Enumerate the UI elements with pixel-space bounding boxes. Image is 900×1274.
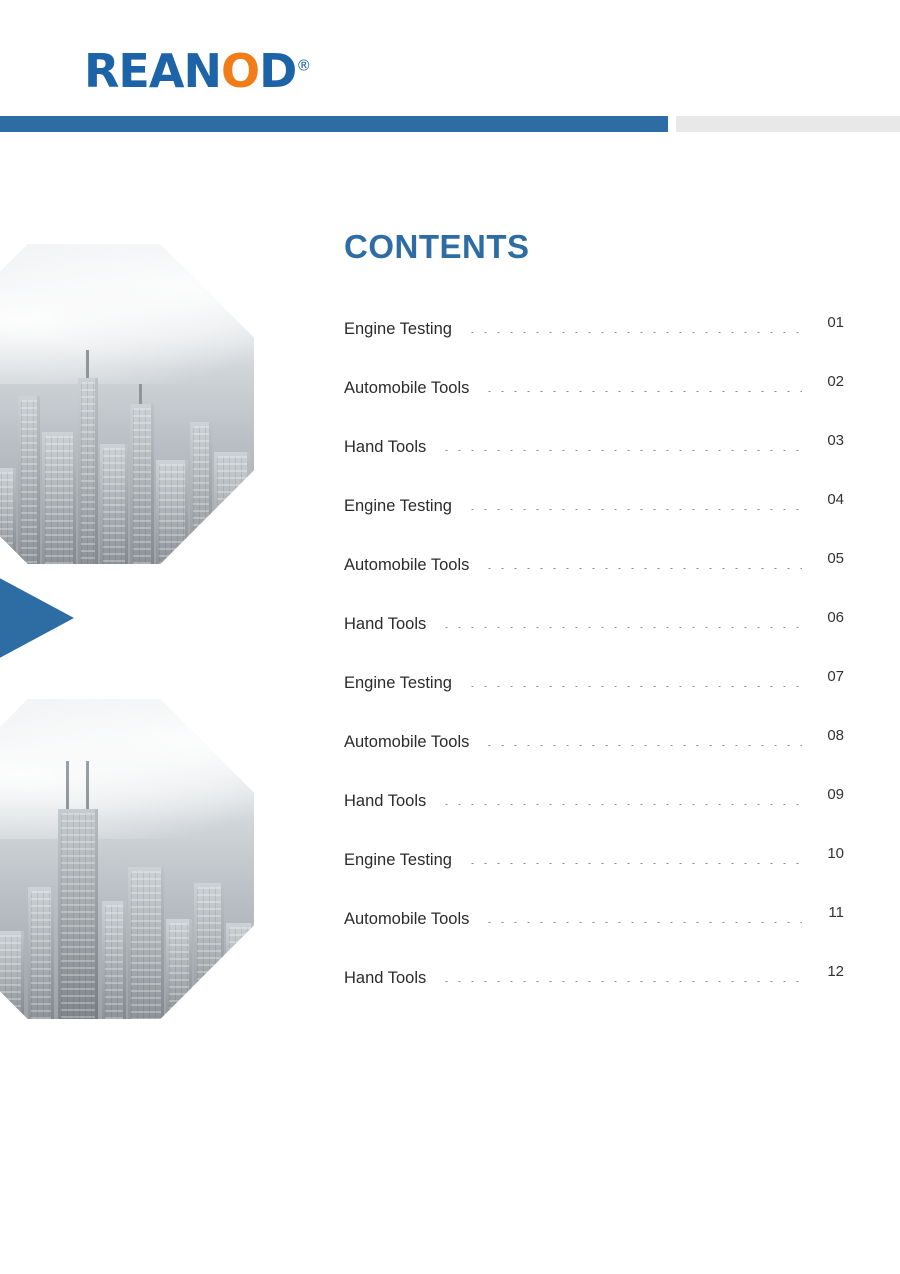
toc-page-number: 10 xyxy=(827,845,844,862)
brand-logo-part-2: D xyxy=(259,44,297,98)
list-item[interactable] xyxy=(344,654,844,713)
toc-page-number: 01 xyxy=(827,314,844,331)
brand-logo xyxy=(84,44,311,98)
toc-page-number: 09 xyxy=(827,786,844,803)
city-photo-top xyxy=(0,244,254,564)
brand-logo-accent: O xyxy=(220,44,260,98)
toc-entry-label: Engine Testing xyxy=(344,851,452,869)
list-item[interactable] xyxy=(344,418,844,477)
toc-page-number: 08 xyxy=(827,727,844,744)
table-of-contents-list xyxy=(344,300,844,1008)
toc-entry-label: Engine Testing xyxy=(344,497,452,515)
image-diamond-bottom xyxy=(0,635,316,1095)
list-item[interactable] xyxy=(344,890,844,949)
toc-dot-leader xyxy=(483,745,802,746)
toc-dot-leader xyxy=(440,450,802,451)
page-header xyxy=(0,0,900,140)
header-secondary-bar xyxy=(676,116,900,132)
list-item[interactable] xyxy=(344,949,844,1008)
page-title: CONTENTS xyxy=(344,228,530,265)
toc-page-number: 02 xyxy=(827,373,844,390)
list-item[interactable] xyxy=(344,772,844,831)
toc-dot-leader xyxy=(440,804,802,805)
toc-dot-leader xyxy=(466,332,802,333)
toc-dot-leader xyxy=(483,391,802,392)
toc-page-number: 06 xyxy=(827,609,844,626)
list-item[interactable] xyxy=(344,713,844,772)
toc-page-number: 07 xyxy=(827,668,844,685)
toc-page-number: 03 xyxy=(827,432,844,449)
toc-page-number: 05 xyxy=(827,550,844,567)
brand-logo-part-1: REAN xyxy=(84,44,221,98)
toc-dot-leader xyxy=(483,922,802,923)
toc-dot-leader xyxy=(440,627,802,628)
toc-page-number: 11 xyxy=(828,904,844,921)
toc-dot-leader xyxy=(466,863,802,864)
list-item[interactable] xyxy=(344,536,844,595)
toc-entry-label: Engine Testing xyxy=(344,674,452,692)
header-accent-bar xyxy=(0,116,668,132)
toc-entry-label: Engine Testing xyxy=(344,320,452,338)
toc-dot-leader xyxy=(466,509,802,510)
toc-page-number: 12 xyxy=(827,963,844,980)
toc-page-number: 04 xyxy=(827,491,844,508)
toc-dot-leader xyxy=(466,686,802,687)
toc-entry-label: Automobile Tools xyxy=(344,910,470,928)
list-item[interactable] xyxy=(344,595,844,654)
toc-entry-label: Hand Tools xyxy=(344,615,427,633)
toc-dot-leader xyxy=(483,568,802,569)
toc-entry-label: Hand Tools xyxy=(344,969,427,987)
registered-trademark-icon: ® xyxy=(296,56,311,75)
list-item[interactable] xyxy=(344,477,844,536)
toc-entry-label: Automobile Tools xyxy=(344,379,470,397)
list-item[interactable] xyxy=(344,300,844,359)
city-photo-bottom xyxy=(0,699,254,1019)
toc-entry-label: Hand Tools xyxy=(344,438,427,456)
toc-entry-label: Automobile Tools xyxy=(344,733,470,751)
toc-entry-label: Automobile Tools xyxy=(344,556,470,574)
list-item[interactable] xyxy=(344,831,844,890)
list-item[interactable] xyxy=(344,359,844,418)
toc-entry-label: Hand Tools xyxy=(344,792,427,810)
contents-section xyxy=(344,228,844,1008)
toc-dot-leader xyxy=(440,981,802,982)
decorative-arrow xyxy=(0,560,74,676)
